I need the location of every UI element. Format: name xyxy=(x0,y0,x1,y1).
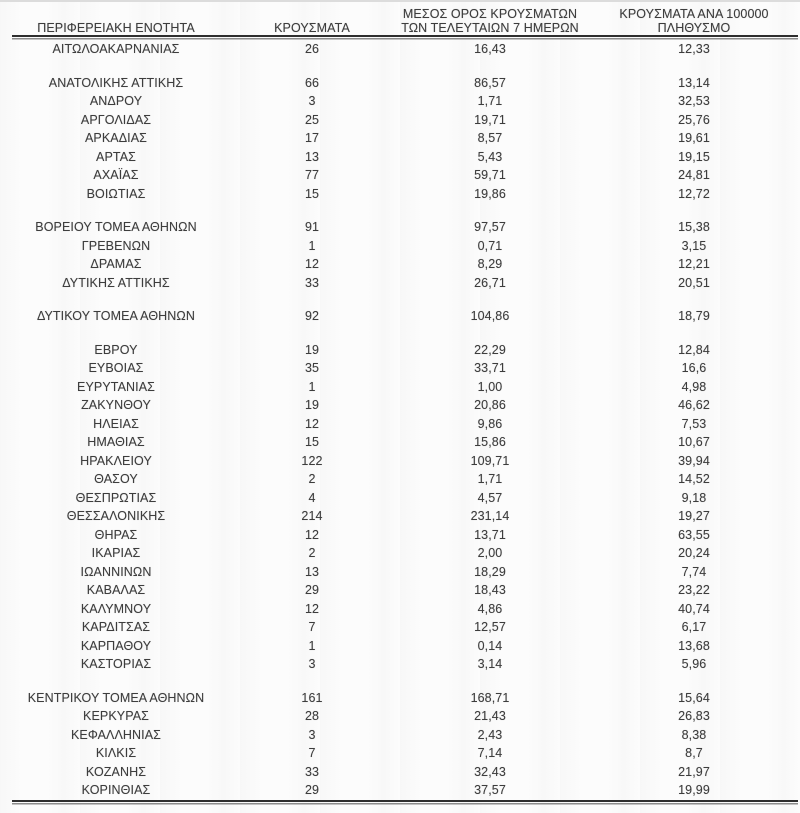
per100k-cell: 21,97 xyxy=(678,764,710,779)
cases-cell: 3 xyxy=(308,727,316,742)
cases-cell: 7 xyxy=(308,746,316,761)
cases-cell: 1 xyxy=(308,238,316,253)
avg7-cell: 5,43 xyxy=(477,149,503,164)
per100k-cell: 32,53 xyxy=(678,94,710,109)
avg7-cell: 2,43 xyxy=(477,727,503,742)
column-header-per100k-line1: ΚΡΟΥΣΜΑΤΑ ΑΝΑ 100000 xyxy=(619,7,769,21)
cases-cell: 33 xyxy=(304,764,320,779)
region-cell: ΚΑΡΔΙΤΣΑΣ xyxy=(81,620,151,635)
table-row xyxy=(0,148,800,167)
column-header-region-label: ΠΕΡΙΦΕΡΕΙΑΚΗ ΕΝΟΤΗΤΑ xyxy=(37,21,195,35)
region-group xyxy=(0,40,800,59)
region-group xyxy=(0,74,800,204)
cases-cell: 13 xyxy=(304,149,320,164)
cases-cell: 26 xyxy=(304,42,320,57)
region-group xyxy=(0,341,800,674)
per100k-cell: 12,84 xyxy=(678,342,710,357)
region-cell: ΔΥΤΙΚΗΣ ΑΤΤΙΚΗΣ xyxy=(62,275,170,290)
per100k-cell: 19,61 xyxy=(678,131,710,146)
bottom-rule xyxy=(12,800,798,805)
cases-table xyxy=(0,2,800,805)
region-cell: ΑΙΤΩΛΟΑΚΑΡΝΑΝΙΑΣ xyxy=(52,42,180,57)
table-row xyxy=(0,726,800,745)
per100k-cell: 9,18 xyxy=(681,490,707,505)
column-header-region xyxy=(0,21,232,35)
avg7-cell: 22,29 xyxy=(474,342,506,357)
region-cell: ΙΚΑΡΙΑΣ xyxy=(91,546,141,561)
table-row xyxy=(0,507,800,526)
avg7-cell: 19,86 xyxy=(474,186,506,201)
table-row xyxy=(0,655,800,674)
per100k-cell: 4,98 xyxy=(681,379,707,394)
avg7-cell: 4,86 xyxy=(477,601,503,616)
avg7-cell: 12,57 xyxy=(474,620,506,635)
region-cell: ΘΕΣΣΑΛΟΝΙΚΗΣ xyxy=(66,509,166,524)
per100k-cell: 24,81 xyxy=(678,168,710,183)
region-cell: ΚΑΡΠΑΘΟΥ xyxy=(80,638,152,653)
cases-cell: 2 xyxy=(308,472,316,487)
cases-cell: 1 xyxy=(308,638,316,653)
cases-cell: 25 xyxy=(304,112,320,127)
avg7-cell: 0,14 xyxy=(477,638,503,653)
column-header-per100k-line2: ΠΛΗΘΥΣΜΟ xyxy=(657,21,731,35)
region-cell: ΕΥΡΥΤΑΝΙΑΣ xyxy=(77,379,155,394)
region-cell: ΚΕΝΤΡΙΚΟΥ ΤΟΜΕΑ ΑΘΗΝΩΝ xyxy=(27,690,205,705)
table-row xyxy=(0,470,800,489)
avg7-cell: 168,71 xyxy=(470,690,510,705)
per100k-cell: 25,76 xyxy=(678,112,710,127)
avg7-cell: 19,71 xyxy=(474,112,506,127)
table-row xyxy=(0,378,800,397)
table-row xyxy=(0,433,800,452)
avg7-cell: 7,14 xyxy=(477,746,503,761)
table-row xyxy=(0,763,800,782)
avg7-cell: 20,86 xyxy=(474,398,506,413)
table-row xyxy=(0,92,800,111)
region-cell: ΗΡΑΚΛΕΙΟΥ xyxy=(80,453,152,468)
per100k-cell: 3,15 xyxy=(681,238,707,253)
region-cell: ΑΧΑΪΑΣ xyxy=(93,168,139,183)
region-cell: ΔΥΤΙΚΟΥ ΤΟΜΕΑ ΑΘΗΝΩΝ xyxy=(36,309,196,324)
table-row xyxy=(0,563,800,582)
table-body xyxy=(0,40,800,800)
cases-cell: 19 xyxy=(304,342,320,357)
region-cell: ΗΛΕΙΑΣ xyxy=(93,416,139,431)
cases-cell: 12 xyxy=(304,527,320,542)
avg7-cell: 37,57 xyxy=(474,783,506,798)
region-cell: ΚΕΡΚΥΡΑΣ xyxy=(83,709,149,724)
per100k-cell: 19,99 xyxy=(678,783,710,798)
region-cell: ΒΟΙΩΤΙΑΣ xyxy=(86,186,146,201)
region-cell: ΑΡΚΑΔΙΑΣ xyxy=(84,131,148,146)
region-cell: ΚΑΣΤΟΡΙΑΣ xyxy=(80,657,152,672)
table-row xyxy=(0,618,800,637)
per100k-cell: 15,38 xyxy=(678,220,710,235)
column-header-avg7 xyxy=(392,7,588,35)
table-row xyxy=(0,781,800,800)
per100k-cell: 40,74 xyxy=(678,601,710,616)
avg7-cell: 18,43 xyxy=(474,583,506,598)
avg7-cell: 1,71 xyxy=(477,472,503,487)
region-group xyxy=(0,689,800,800)
per100k-cell: 15,64 xyxy=(678,690,710,705)
per100k-cell: 23,22 xyxy=(678,583,710,598)
table-row xyxy=(0,637,800,656)
avg7-cell: 4,57 xyxy=(477,490,503,505)
avg7-cell: 8,29 xyxy=(477,257,503,272)
region-cell: ΚΟΖΑΝΗΣ xyxy=(85,764,147,779)
cases-cell: 17 xyxy=(304,131,320,146)
cases-cell: 15 xyxy=(304,435,320,450)
per100k-cell: 19,15 xyxy=(678,149,710,164)
region-cell: ΑΝΔΡΟΥ xyxy=(89,94,143,109)
cases-cell: 214 xyxy=(301,509,323,524)
cases-cell: 2 xyxy=(308,546,316,561)
column-header-cases-label: ΚΡΟΥΣΜΑΤΑ xyxy=(274,21,350,35)
region-cell: ΚΑΒΑΛΑΣ xyxy=(86,583,146,598)
table-row xyxy=(0,166,800,185)
cases-cell: 92 xyxy=(304,309,320,324)
table-row xyxy=(0,111,800,130)
per100k-cell: 16,6 xyxy=(681,361,707,376)
per100k-cell: 63,55 xyxy=(678,527,710,542)
region-cell: ΚΙΛΚΙΣ xyxy=(95,746,137,761)
cases-cell: 1 xyxy=(308,379,316,394)
avg7-cell: 109,71 xyxy=(470,453,510,468)
per100k-cell: 8,7 xyxy=(685,746,703,761)
region-cell: ΚΕΦΑΛΛΗΝΙΑΣ xyxy=(70,727,162,742)
avg7-cell: 3,14 xyxy=(477,657,503,672)
avg7-cell: 33,71 xyxy=(474,361,506,376)
table-row xyxy=(0,185,800,204)
cases-cell: 29 xyxy=(304,583,320,598)
cases-cell: 19 xyxy=(304,398,320,413)
cases-cell: 77 xyxy=(304,168,320,183)
avg7-cell: 1,71 xyxy=(477,94,503,109)
per100k-cell: 12,72 xyxy=(678,186,710,201)
table-row xyxy=(0,218,800,237)
table-row xyxy=(0,581,800,600)
per100k-cell: 12,33 xyxy=(678,42,710,57)
column-header-avg7-line2: ΤΩΝ ΤΕΛΕΥΤΑΙΩΝ 7 ΗΜΕΡΩΝ xyxy=(401,21,579,35)
region-cell: ΕΒΡΟΥ xyxy=(94,342,138,357)
avg7-cell: 15,86 xyxy=(474,435,506,450)
per100k-cell: 13,14 xyxy=(678,75,710,90)
avg7-cell: 231,14 xyxy=(470,509,510,524)
region-cell: ΔΡΑΜΑΣ xyxy=(90,257,142,272)
cases-cell: 161 xyxy=(301,690,323,705)
table-row xyxy=(0,359,800,378)
region-cell: ΑΝΑΤΟΛΙΚΗΣ ΑΤΤΙΚΗΣ xyxy=(48,75,184,90)
table-row xyxy=(0,452,800,471)
region-cell: ΓΡΕΒΕΝΩΝ xyxy=(81,238,151,253)
table-row xyxy=(0,689,800,708)
avg7-cell: 32,43 xyxy=(474,764,506,779)
region-cell: ΚΟΡΙΝΘΙΑΣ xyxy=(81,783,151,798)
cases-cell: 12 xyxy=(304,416,320,431)
cases-cell: 66 xyxy=(304,75,320,90)
region-cell: ΘΑΣΟΥ xyxy=(94,472,138,487)
per100k-cell: 8,38 xyxy=(681,727,707,742)
per100k-cell: 7,74 xyxy=(681,564,707,579)
per100k-cell: 20,51 xyxy=(678,275,710,290)
region-cell: ΒΟΡΕΙΟΥ ΤΟΜΕΑ ΑΘΗΝΩΝ xyxy=(35,220,197,235)
per100k-cell: 26,83 xyxy=(678,709,710,724)
table-row xyxy=(0,255,800,274)
cases-cell: 91 xyxy=(304,220,320,235)
region-cell: ΖΑΚΥΝΘΟΥ xyxy=(81,398,151,413)
per100k-cell: 5,96 xyxy=(681,657,707,672)
table-row xyxy=(0,744,800,763)
region-cell: ΘΗΡΑΣ xyxy=(94,527,138,542)
avg7-cell: 8,57 xyxy=(477,131,503,146)
per100k-cell: 19,27 xyxy=(678,509,710,524)
column-header-cases xyxy=(232,21,392,35)
table-row xyxy=(0,544,800,563)
avg7-cell: 18,29 xyxy=(474,564,506,579)
per100k-cell: 7,53 xyxy=(681,416,707,431)
cases-cell: 29 xyxy=(304,783,320,798)
column-header-per100k xyxy=(588,7,800,35)
table-header xyxy=(0,5,800,35)
per100k-cell: 10,67 xyxy=(678,435,710,450)
avg7-cell: 86,57 xyxy=(474,75,506,90)
per100k-cell: 6,17 xyxy=(681,620,707,635)
avg7-cell: 0,71 xyxy=(477,238,503,253)
cases-cell: 33 xyxy=(304,275,320,290)
region-group xyxy=(0,218,800,292)
cases-cell: 122 xyxy=(301,453,323,468)
region-cell: ΚΑΛΥΜΝΟΥ xyxy=(80,601,152,616)
avg7-cell: 13,71 xyxy=(474,527,506,542)
table-row xyxy=(0,40,800,59)
per100k-cell: 13,68 xyxy=(678,638,710,653)
per100k-cell: 12,21 xyxy=(678,257,710,272)
table-row xyxy=(0,415,800,434)
avg7-cell: 59,71 xyxy=(474,168,506,183)
avg7-cell: 9,86 xyxy=(477,416,503,431)
table-row xyxy=(0,600,800,619)
table-row xyxy=(0,526,800,545)
table-row xyxy=(0,396,800,415)
table-row xyxy=(0,74,800,93)
avg7-cell: 21,43 xyxy=(474,709,506,724)
table-row xyxy=(0,707,800,726)
avg7-cell: 104,86 xyxy=(470,309,510,324)
avg7-cell: 97,57 xyxy=(474,220,506,235)
table-row xyxy=(0,341,800,360)
per100k-cell: 46,62 xyxy=(678,398,710,413)
cases-cell: 28 xyxy=(304,709,320,724)
cases-cell: 3 xyxy=(308,94,316,109)
table-row xyxy=(0,307,800,326)
per100k-cell: 18,79 xyxy=(678,309,710,324)
region-cell: ΙΩΑΝΝΙΝΩΝ xyxy=(80,564,152,579)
avg7-cell: 2,00 xyxy=(477,546,503,561)
per100k-cell: 14,52 xyxy=(678,472,710,487)
cases-cell: 13 xyxy=(304,564,320,579)
cases-cell: 3 xyxy=(308,657,316,672)
region-cell: ΘΕΣΠΡΩΤΙΑΣ xyxy=(75,490,157,505)
region-cell: ΗΜΑΘΙΑΣ xyxy=(87,435,145,450)
table-row xyxy=(0,129,800,148)
column-header-avg7-line1: ΜΕΣΟΣ ΟΡΟΣ ΚΡΟΥΣΜΑΤΩΝ xyxy=(402,7,578,21)
table-row xyxy=(0,489,800,508)
region-cell: ΑΡΓΟΛΙΔΑΣ xyxy=(80,112,152,127)
avg7-cell: 26,71 xyxy=(474,275,506,290)
avg7-cell: 16,43 xyxy=(474,42,506,57)
cases-cell: 35 xyxy=(304,361,320,376)
cases-cell: 12 xyxy=(304,601,320,616)
region-cell: ΕΥΒΟΙΑΣ xyxy=(88,361,144,376)
avg7-cell: 1,00 xyxy=(477,379,503,394)
cases-cell: 15 xyxy=(304,186,320,201)
region-group xyxy=(0,307,800,326)
cases-cell: 12 xyxy=(304,257,320,272)
table-row xyxy=(0,237,800,256)
per100k-cell: 20,24 xyxy=(678,546,710,561)
table-row xyxy=(0,274,800,293)
per100k-cell: 39,94 xyxy=(678,453,710,468)
region-cell: ΑΡΤΑΣ xyxy=(96,149,136,164)
cases-cell: 7 xyxy=(308,620,316,635)
cases-cell: 4 xyxy=(308,490,316,505)
